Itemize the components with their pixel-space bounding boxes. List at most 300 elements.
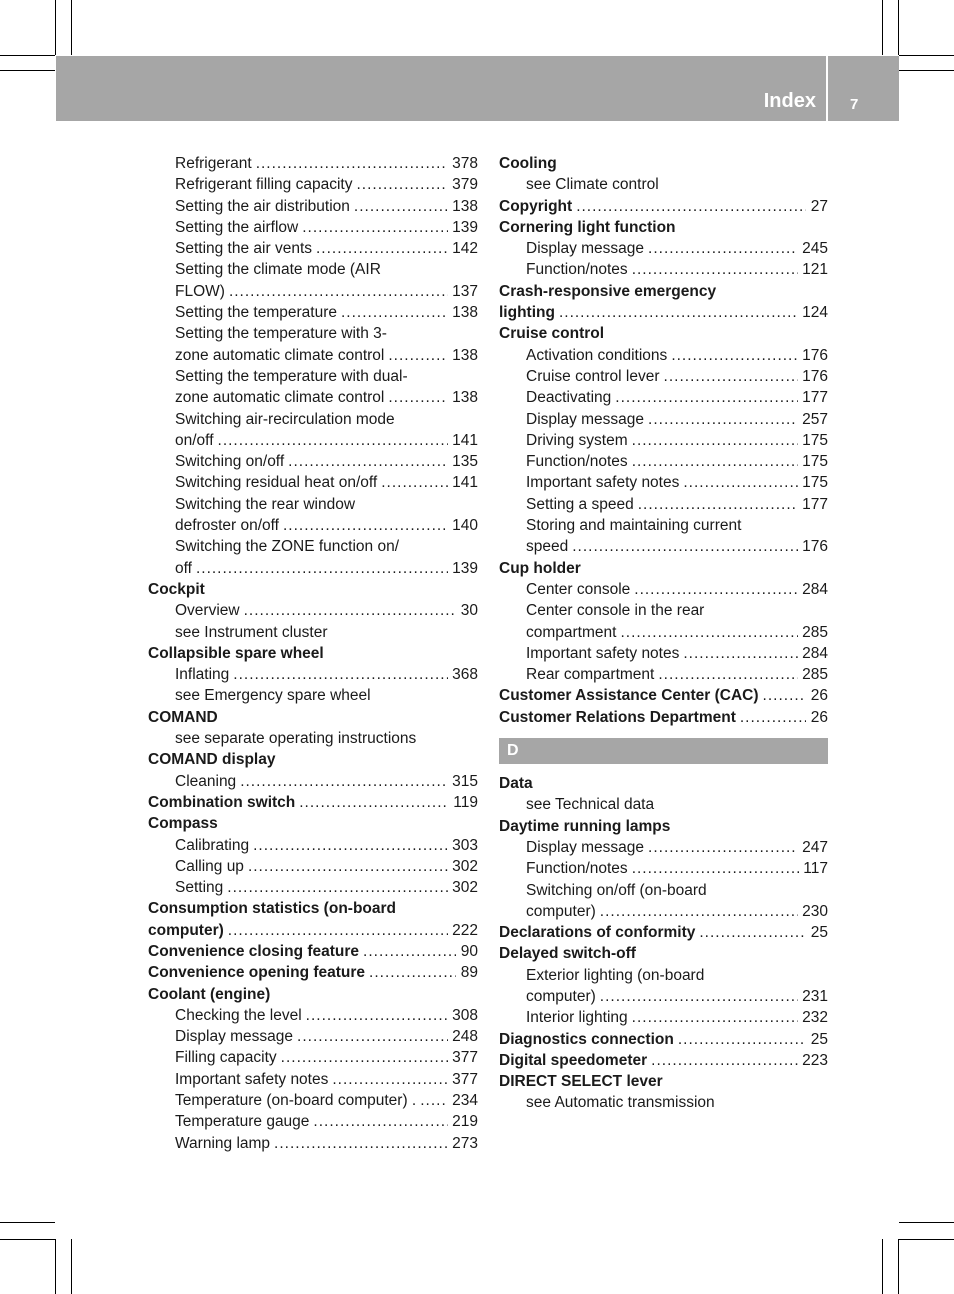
dot-leader	[648, 837, 798, 858]
index-subentry	[499, 600, 828, 621]
crop-mark	[899, 1239, 954, 1240]
index-subentry	[148, 1111, 478, 1132]
entry-text: Function/notes	[526, 453, 628, 471]
page-reference: 176	[802, 538, 828, 556]
index-subentry	[499, 664, 828, 685]
index-entry	[148, 941, 478, 962]
page-reference: 141	[452, 431, 478, 449]
dot-leader	[356, 174, 448, 195]
dot-leader	[699, 922, 806, 943]
index-entry	[499, 558, 828, 579]
dot-leader	[658, 664, 798, 685]
index-subentry	[148, 238, 478, 259]
page-reference: 138	[452, 346, 478, 364]
dot-leader	[288, 451, 448, 472]
entry-text: Setting the temperature with 3-	[175, 325, 387, 343]
page-reference: 284	[802, 644, 828, 662]
page-reference: 30	[460, 602, 478, 620]
entry-text: Setting a speed	[526, 495, 634, 513]
dot-leader	[576, 196, 806, 217]
index-subentry	[148, 196, 478, 217]
crop-mark	[55, 1239, 56, 1294]
entry-text: see separate operating instructions	[175, 730, 417, 748]
page-reference: 285	[802, 666, 828, 684]
entry-text: Important safety notes	[175, 1070, 329, 1088]
entry-text: Center console in the rear	[526, 602, 705, 620]
entry-text: Switching the rear window	[175, 495, 356, 513]
entry-text: see Automatic transmission	[526, 1094, 715, 1112]
entry-text: Customer Assistance Center (CAC)	[499, 687, 759, 705]
index-subentry	[499, 579, 828, 600]
index-entry	[499, 323, 828, 344]
page-reference: 27	[810, 197, 828, 215]
dot-leader	[763, 685, 806, 706]
dot-leader	[600, 901, 798, 922]
entry-text: Storing and maintaining current	[526, 517, 742, 535]
index-subentry	[148, 281, 478, 302]
entry-text: defroster on/off	[175, 517, 279, 535]
index-entry	[499, 773, 828, 794]
entry-text: Setting the air vents	[175, 240, 312, 258]
index-subentry	[499, 259, 828, 280]
index-entry	[499, 685, 828, 706]
index-entry	[148, 813, 478, 834]
index-subentry	[499, 858, 828, 879]
index-entry	[499, 281, 828, 302]
entry-text: Function/notes	[526, 261, 628, 279]
page-reference: 138	[452, 389, 478, 407]
page-reference: 89	[460, 964, 478, 982]
index-entry	[499, 302, 828, 323]
header-divider	[826, 56, 828, 121]
entry-text: Customer Relations Department	[499, 708, 736, 726]
page-reference: 119	[453, 793, 478, 811]
entry-text: Consumption statistics (on-board	[148, 900, 396, 918]
page-reference: 248	[452, 1028, 478, 1046]
index-subentry	[499, 515, 828, 536]
page-reference: 285	[802, 623, 828, 641]
index-subentry	[499, 837, 828, 858]
entry-text: Cooling	[499, 155, 557, 172]
dot-leader	[632, 430, 798, 451]
dot-leader	[253, 835, 448, 856]
dot-leader	[638, 494, 798, 515]
page-number: 7	[850, 96, 859, 113]
entry-text: COMAND	[148, 708, 218, 726]
index-subentry	[148, 153, 478, 174]
index-subentry	[499, 387, 828, 408]
page-reference: 138	[452, 197, 478, 215]
index-subentry	[148, 345, 478, 366]
dot-leader	[244, 600, 456, 621]
index-column-left	[148, 153, 478, 1154]
entry-text: Setting the air distribution	[175, 197, 350, 215]
dot-leader	[196, 558, 448, 579]
dot-leader	[678, 1029, 806, 1050]
dot-leader	[332, 1069, 448, 1090]
page-reference: 245	[802, 240, 828, 258]
crop-mark	[71, 1239, 72, 1294]
dot-leader	[664, 366, 799, 387]
entry-text: Collapsible spare wheel	[148, 644, 324, 662]
index-subentry	[148, 622, 478, 643]
entry-text: Function/notes	[526, 860, 628, 878]
index-column-right	[499, 153, 828, 1114]
index-subentry	[148, 1069, 478, 1090]
entry-text: zone automatic climate control	[175, 346, 385, 364]
entry-text: Checking the level	[175, 1006, 302, 1024]
dot-leader	[740, 707, 806, 728]
index-subentry	[148, 856, 478, 877]
dot-leader	[651, 1050, 798, 1071]
entry-text: Crash-responsive emergency	[499, 282, 717, 300]
index-entry	[499, 943, 828, 964]
dot-leader	[354, 196, 448, 217]
index-entry	[148, 749, 478, 770]
entry-text: Switching residual heat on/off	[175, 474, 378, 492]
page-reference: 176	[802, 367, 828, 385]
index-entry	[499, 707, 828, 728]
page-reference: 124	[802, 304, 828, 322]
index-subentry	[148, 1026, 478, 1047]
index-subentry	[148, 1047, 478, 1068]
entry-text: Display message	[175, 1028, 294, 1046]
page-reference: 378	[452, 155, 478, 172]
entry-text: see Emergency spare wheel	[175, 687, 371, 705]
crop-mark	[55, 0, 56, 55]
index-entry	[148, 962, 478, 983]
entry-text: off	[175, 559, 192, 577]
page-reference: 26	[810, 687, 828, 705]
dot-leader	[572, 536, 798, 557]
dot-leader	[369, 962, 456, 983]
page-reference: 139	[452, 218, 478, 236]
entry-text: Setting the temperature	[175, 304, 337, 322]
dot-leader	[648, 409, 798, 430]
crop-mark	[899, 70, 954, 71]
entry-text: Switching on/off (on-board	[526, 881, 707, 899]
entry-text: Switching the ZONE function on/	[175, 538, 400, 556]
page-reference: 117	[803, 860, 828, 878]
entry-text: Temperature gauge	[175, 1113, 310, 1131]
dot-leader	[363, 941, 456, 962]
dot-leader	[228, 920, 448, 941]
dot-leader	[248, 856, 448, 877]
index-entry	[499, 1071, 828, 1092]
page-reference: 175	[802, 474, 828, 492]
dot-leader	[341, 302, 448, 323]
entry-text: Display message	[526, 240, 645, 258]
entry-text: see Climate control	[526, 176, 659, 194]
entry-text: speed	[526, 538, 569, 556]
page-reference: 121	[802, 261, 828, 279]
dot-leader	[388, 345, 448, 366]
page-reference: 135	[452, 453, 478, 471]
entry-text: Cleaning	[175, 772, 237, 790]
index-entry	[148, 643, 478, 664]
entry-text: Convenience opening feature	[148, 964, 366, 982]
index-entry	[148, 920, 478, 941]
page-reference: 141	[452, 474, 478, 492]
index-subentry	[499, 880, 828, 901]
crop-mark	[71, 0, 72, 55]
index-subentry	[499, 622, 828, 643]
entry-text: Setting the climate mode (AIR	[175, 261, 381, 279]
index-entry	[499, 1029, 828, 1050]
page-reference: 138	[452, 304, 478, 322]
section-letter-header: D	[499, 738, 828, 764]
index-subentry	[499, 1007, 828, 1028]
page-reference: 284	[802, 580, 828, 598]
entry-text: Convenience closing feature	[148, 942, 360, 960]
entry-text: Switching air-recirculation mode	[175, 410, 395, 428]
dot-leader	[620, 622, 798, 643]
index-entry	[499, 153, 828, 174]
entry-text: Warning lamp	[175, 1134, 271, 1152]
index-subentry	[499, 345, 828, 366]
entry-text: Cruise control lever	[526, 367, 660, 385]
entry-text: DIRECT SELECT lever	[499, 1073, 663, 1091]
index-subentry	[148, 558, 478, 579]
page-reference: 368	[452, 666, 478, 684]
index-entry	[499, 922, 828, 943]
entry-text: compartment	[526, 623, 617, 641]
index-subentry	[148, 515, 478, 536]
entry-text: Inflating	[175, 666, 230, 684]
page-reference: 223	[802, 1051, 828, 1069]
page-reference: 139	[452, 559, 478, 577]
index-subentry	[499, 430, 828, 451]
entry-text: Cockpit	[148, 580, 205, 598]
index-subentry	[148, 409, 478, 430]
index-subentry	[148, 1005, 478, 1026]
crop-mark	[0, 70, 55, 71]
entry-text: Delayed switch-off	[499, 945, 636, 963]
page-reference: 303	[452, 836, 478, 854]
entry-text: computer)	[526, 987, 596, 1005]
index-subentry	[499, 409, 828, 430]
entry-text: Data	[499, 775, 533, 793]
page-reference: 175	[802, 431, 828, 449]
page-reference: 232	[802, 1009, 828, 1027]
dot-leader	[218, 430, 449, 451]
page-reference: 219	[452, 1113, 478, 1131]
index-entry	[499, 1050, 828, 1071]
index-subentry	[148, 877, 478, 898]
index-subentry	[148, 174, 478, 195]
index-subentry	[148, 302, 478, 323]
index-subentry	[148, 1090, 478, 1111]
index-subentry	[148, 664, 478, 685]
dot-leader	[281, 1047, 448, 1068]
dot-leader	[683, 472, 798, 493]
entry-text: Important safety notes	[526, 644, 680, 662]
entry-text: Overview	[175, 602, 240, 620]
dot-leader	[297, 1026, 448, 1047]
page-reference: 257	[802, 410, 828, 428]
entry-text: Daytime running lamps	[499, 817, 671, 835]
entry-text: Copyright	[499, 197, 573, 215]
index-subentry	[148, 1133, 478, 1154]
entry-text: FLOW)	[175, 282, 225, 300]
page-reference: 230	[802, 902, 828, 920]
index-entry	[148, 792, 478, 813]
page-reference: 377	[452, 1049, 478, 1067]
dot-leader	[227, 877, 448, 898]
page-reference: 377	[452, 1070, 478, 1088]
index-subentry	[499, 1092, 828, 1113]
index-subentry	[499, 901, 828, 922]
entry-text: COMAND display	[148, 751, 276, 769]
page-reference: 140	[452, 517, 478, 535]
page-reference: 302	[452, 857, 478, 875]
entry-text: Display message	[526, 838, 645, 856]
index-subentry	[148, 259, 478, 280]
index-subentry	[499, 238, 828, 259]
crop-mark	[899, 1222, 954, 1223]
entry-text: Center console	[526, 580, 631, 598]
index-entry	[499, 196, 828, 217]
entry-text: Driving system	[526, 431, 628, 449]
entry-text: Interior lighting	[526, 1009, 628, 1027]
dot-leader	[632, 259, 798, 280]
entry-text: lighting	[499, 304, 555, 322]
entry-text: computer)	[526, 902, 596, 920]
crop-mark	[882, 1239, 883, 1294]
dot-leader	[316, 238, 448, 259]
entry-text: see Instrument cluster	[175, 623, 328, 641]
page-reference: 177	[802, 389, 828, 407]
dot-leader	[283, 515, 448, 536]
crop-mark	[0, 55, 55, 56]
page-reference: 175	[802, 453, 828, 471]
entry-text: Diagnostics connection	[499, 1030, 674, 1048]
entry-text: see Technical data	[526, 796, 655, 814]
index-subentry	[148, 771, 478, 792]
dot-leader	[388, 387, 448, 408]
dot-leader	[600, 986, 798, 1007]
dot-leader	[381, 472, 448, 493]
entry-text: Setting the temperature with dual-	[175, 367, 408, 385]
entry-text: Display message	[526, 410, 645, 428]
page-reference: 308	[452, 1006, 478, 1024]
crop-mark	[0, 1239, 55, 1240]
index-subentry	[499, 986, 828, 1007]
page-reference: 302	[452, 879, 478, 897]
dot-leader	[256, 153, 448, 174]
index-subentry	[148, 835, 478, 856]
dot-leader	[233, 664, 448, 685]
entry-text: Cornering light function	[499, 218, 676, 236]
crop-mark	[0, 1222, 55, 1223]
dot-leader	[632, 1007, 798, 1028]
entry-text: Cup holder	[499, 559, 581, 577]
crop-mark	[882, 0, 883, 55]
dot-leader	[559, 302, 798, 323]
dot-leader	[648, 238, 798, 259]
dot-leader	[683, 643, 798, 664]
index-subentry	[499, 451, 828, 472]
page-reference: 26	[810, 708, 828, 726]
entry-text: Setting	[175, 879, 224, 897]
index-subentry	[148, 536, 478, 557]
entry-text: Exterior lighting (on-board	[526, 966, 705, 984]
crop-mark	[898, 0, 899, 55]
page-reference: 90	[460, 942, 478, 960]
entry-text: Digital speedometer	[499, 1051, 648, 1069]
index-entry	[499, 816, 828, 837]
index-subentry	[499, 174, 828, 195]
page-reference: 177	[802, 495, 828, 513]
page-reference: 315	[452, 772, 478, 790]
index-subentry	[148, 217, 478, 238]
page-title: Index	[763, 90, 816, 112]
index-entry	[148, 579, 478, 600]
entry-text: Switching on/off	[175, 453, 285, 471]
dot-leader	[299, 792, 449, 813]
index-entry	[148, 898, 478, 919]
crop-mark	[898, 1239, 899, 1294]
entry-text: Setting the airflow	[175, 218, 299, 236]
entry-text: computer)	[148, 921, 224, 939]
entry-text: Coolant (engine)	[148, 985, 271, 1003]
index-subentry	[499, 366, 828, 387]
dot-leader	[302, 217, 448, 238]
entry-text: Deactivating	[526, 389, 612, 407]
index-subentry	[148, 323, 478, 344]
dot-leader	[671, 345, 798, 366]
entry-text: Refrigerant	[175, 155, 252, 172]
dot-leader	[240, 771, 448, 792]
dot-leader	[632, 858, 800, 879]
page-reference: 247	[802, 838, 828, 856]
entry-text: Important safety notes	[526, 474, 680, 492]
page-reference: 231	[802, 987, 828, 1005]
page-reference: 176	[802, 346, 828, 364]
index-subentry	[148, 600, 478, 621]
entry-text: Compass	[148, 815, 218, 833]
dot-leader	[615, 387, 798, 408]
dot-leader	[274, 1133, 448, 1154]
entry-text: Rear compartment	[526, 666, 655, 684]
entry-text: Temperature (on-board computer) .	[175, 1092, 417, 1110]
index-subentry	[148, 472, 478, 493]
page-reference: 25	[810, 1030, 828, 1048]
index-entry	[148, 984, 478, 1005]
dot-leader	[229, 281, 448, 302]
entry-text: Combination switch	[148, 793, 296, 811]
entry-text: Filling capacity	[175, 1049, 277, 1067]
index-subentry	[499, 965, 828, 986]
dot-leader	[634, 579, 798, 600]
page-reference: 234	[452, 1092, 478, 1110]
entry-text: Calibrating	[175, 836, 250, 854]
dot-leader	[306, 1005, 448, 1026]
page-reference: 273	[452, 1134, 478, 1152]
crop-mark	[899, 55, 954, 56]
index-subentry	[148, 494, 478, 515]
entry-text: Cruise control	[499, 325, 605, 343]
entry-text: on/off	[175, 431, 214, 449]
dot-leader	[313, 1111, 448, 1132]
index-subentry	[499, 472, 828, 493]
entry-text: Refrigerant filling capacity	[175, 176, 353, 194]
index-subentry	[148, 685, 478, 706]
page-reference: 222	[452, 921, 478, 939]
index-subentry	[499, 794, 828, 815]
index-subentry	[148, 387, 478, 408]
dot-leader	[420, 1090, 448, 1111]
